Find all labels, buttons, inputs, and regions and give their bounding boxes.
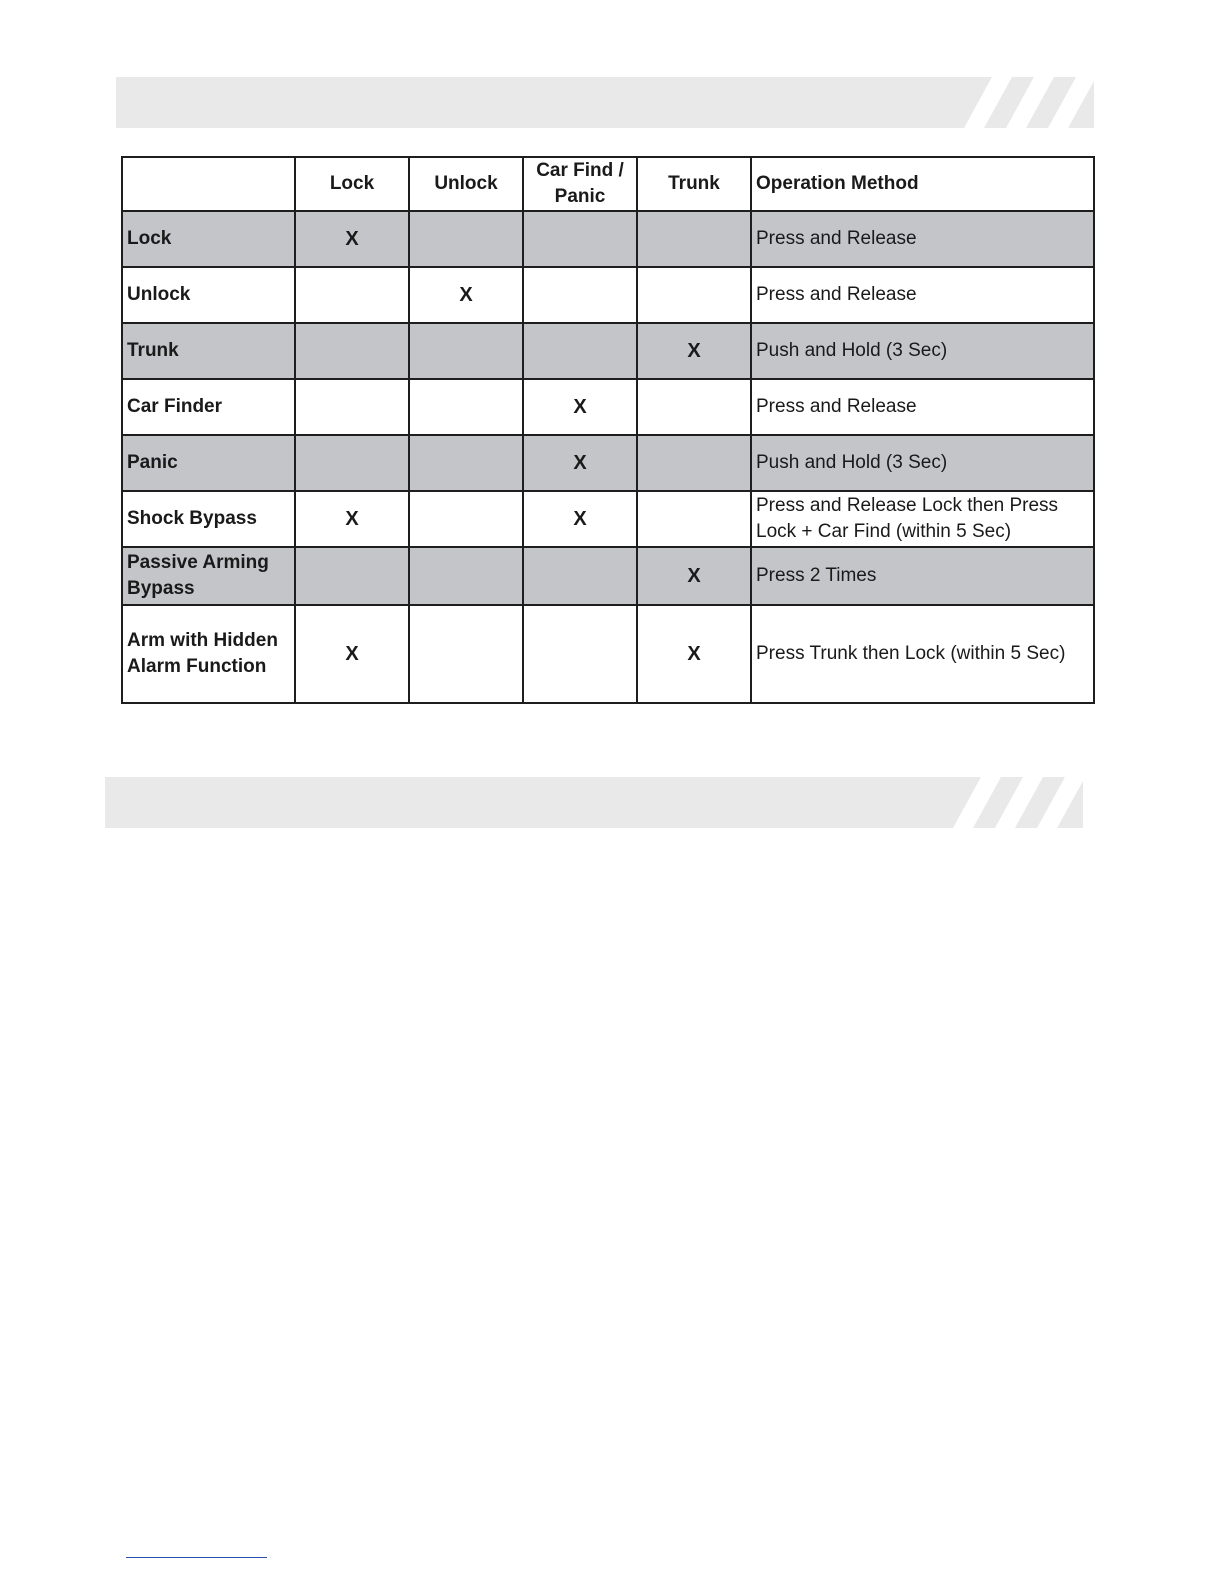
header-car-find-panic: Car Find / Panic: [523, 157, 637, 211]
mark-lock: [295, 267, 409, 323]
table-row: [122, 605, 1094, 703]
row-label: Panic: [122, 435, 295, 491]
header-operation-method: Operation Method: [751, 157, 1094, 211]
operation-method: Press and Release: [751, 211, 1094, 267]
mark-lock: X: [295, 605, 409, 703]
operation-method: Press and Release: [751, 267, 1094, 323]
mark-car-find: X: [523, 379, 637, 435]
operation-method: Push and Hold (3 Sec): [751, 435, 1094, 491]
mark-trunk: [637, 211, 751, 267]
mark-trunk: [637, 435, 751, 491]
operation-method: Press 2 Times: [751, 547, 1094, 605]
mark-unlock: [409, 547, 523, 605]
mark-lock: [295, 547, 409, 605]
mark-car-find: [523, 323, 637, 379]
mark-unlock: [409, 211, 523, 267]
table-row: [122, 379, 1094, 435]
row-label: Unlock: [122, 267, 295, 323]
operation-method: Press and Release: [751, 379, 1094, 435]
table-row: [122, 435, 1094, 491]
table-row: [122, 267, 1094, 323]
stripes-decoration-icon: [934, 77, 1094, 128]
stripes-decoration-icon: [923, 777, 1083, 828]
mark-lock: [295, 435, 409, 491]
mark-car-find: [523, 605, 637, 703]
mark-car-find: [523, 547, 637, 605]
row-label: Passive Arming Bypass: [122, 547, 295, 605]
mark-unlock: [409, 491, 523, 547]
mark-car-find: [523, 267, 637, 323]
row-label: Shock Bypass: [122, 491, 295, 547]
mark-car-find: [523, 211, 637, 267]
mark-unlock: [409, 323, 523, 379]
table-header-row: [122, 157, 1094, 211]
section-header-bar-top: [116, 77, 1094, 128]
section-header-bar-bottom: [105, 777, 1083, 828]
mark-lock: [295, 379, 409, 435]
mark-car-find: X: [523, 435, 637, 491]
mark-unlock: X: [409, 267, 523, 323]
operation-method: Press Trunk then Lock (within 5 Sec): [751, 605, 1094, 703]
row-label: Lock: [122, 211, 295, 267]
table-row: [122, 323, 1094, 379]
mark-trunk: [637, 267, 751, 323]
table-row: [122, 211, 1094, 267]
row-label: Car Finder: [122, 379, 295, 435]
header-trunk: Trunk: [637, 157, 751, 211]
mark-trunk: X: [637, 323, 751, 379]
mark-trunk: [637, 491, 751, 547]
footer-link-underline: [126, 1557, 267, 1558]
mark-lock: X: [295, 211, 409, 267]
mark-lock: [295, 323, 409, 379]
table-row: [122, 547, 1094, 605]
table-row: [122, 491, 1094, 547]
mark-trunk: [637, 379, 751, 435]
header-lock: Lock: [295, 157, 409, 211]
mark-car-find: X: [523, 491, 637, 547]
operation-method: Push and Hold (3 Sec): [751, 323, 1094, 379]
mark-lock: X: [295, 491, 409, 547]
remote-function-table: [121, 156, 1095, 704]
header-empty: [122, 157, 295, 211]
mark-trunk: X: [637, 547, 751, 605]
mark-unlock: [409, 605, 523, 703]
row-label: Arm with Hidden Alarm Function: [122, 605, 295, 703]
operation-method: Press and Release Lock then Press Lock + Car Find (within 5 Sec): [751, 491, 1094, 547]
mark-unlock: [409, 379, 523, 435]
mark-unlock: [409, 435, 523, 491]
row-label: Trunk: [122, 323, 295, 379]
mark-trunk: X: [637, 605, 751, 703]
header-unlock: Unlock: [409, 157, 523, 211]
